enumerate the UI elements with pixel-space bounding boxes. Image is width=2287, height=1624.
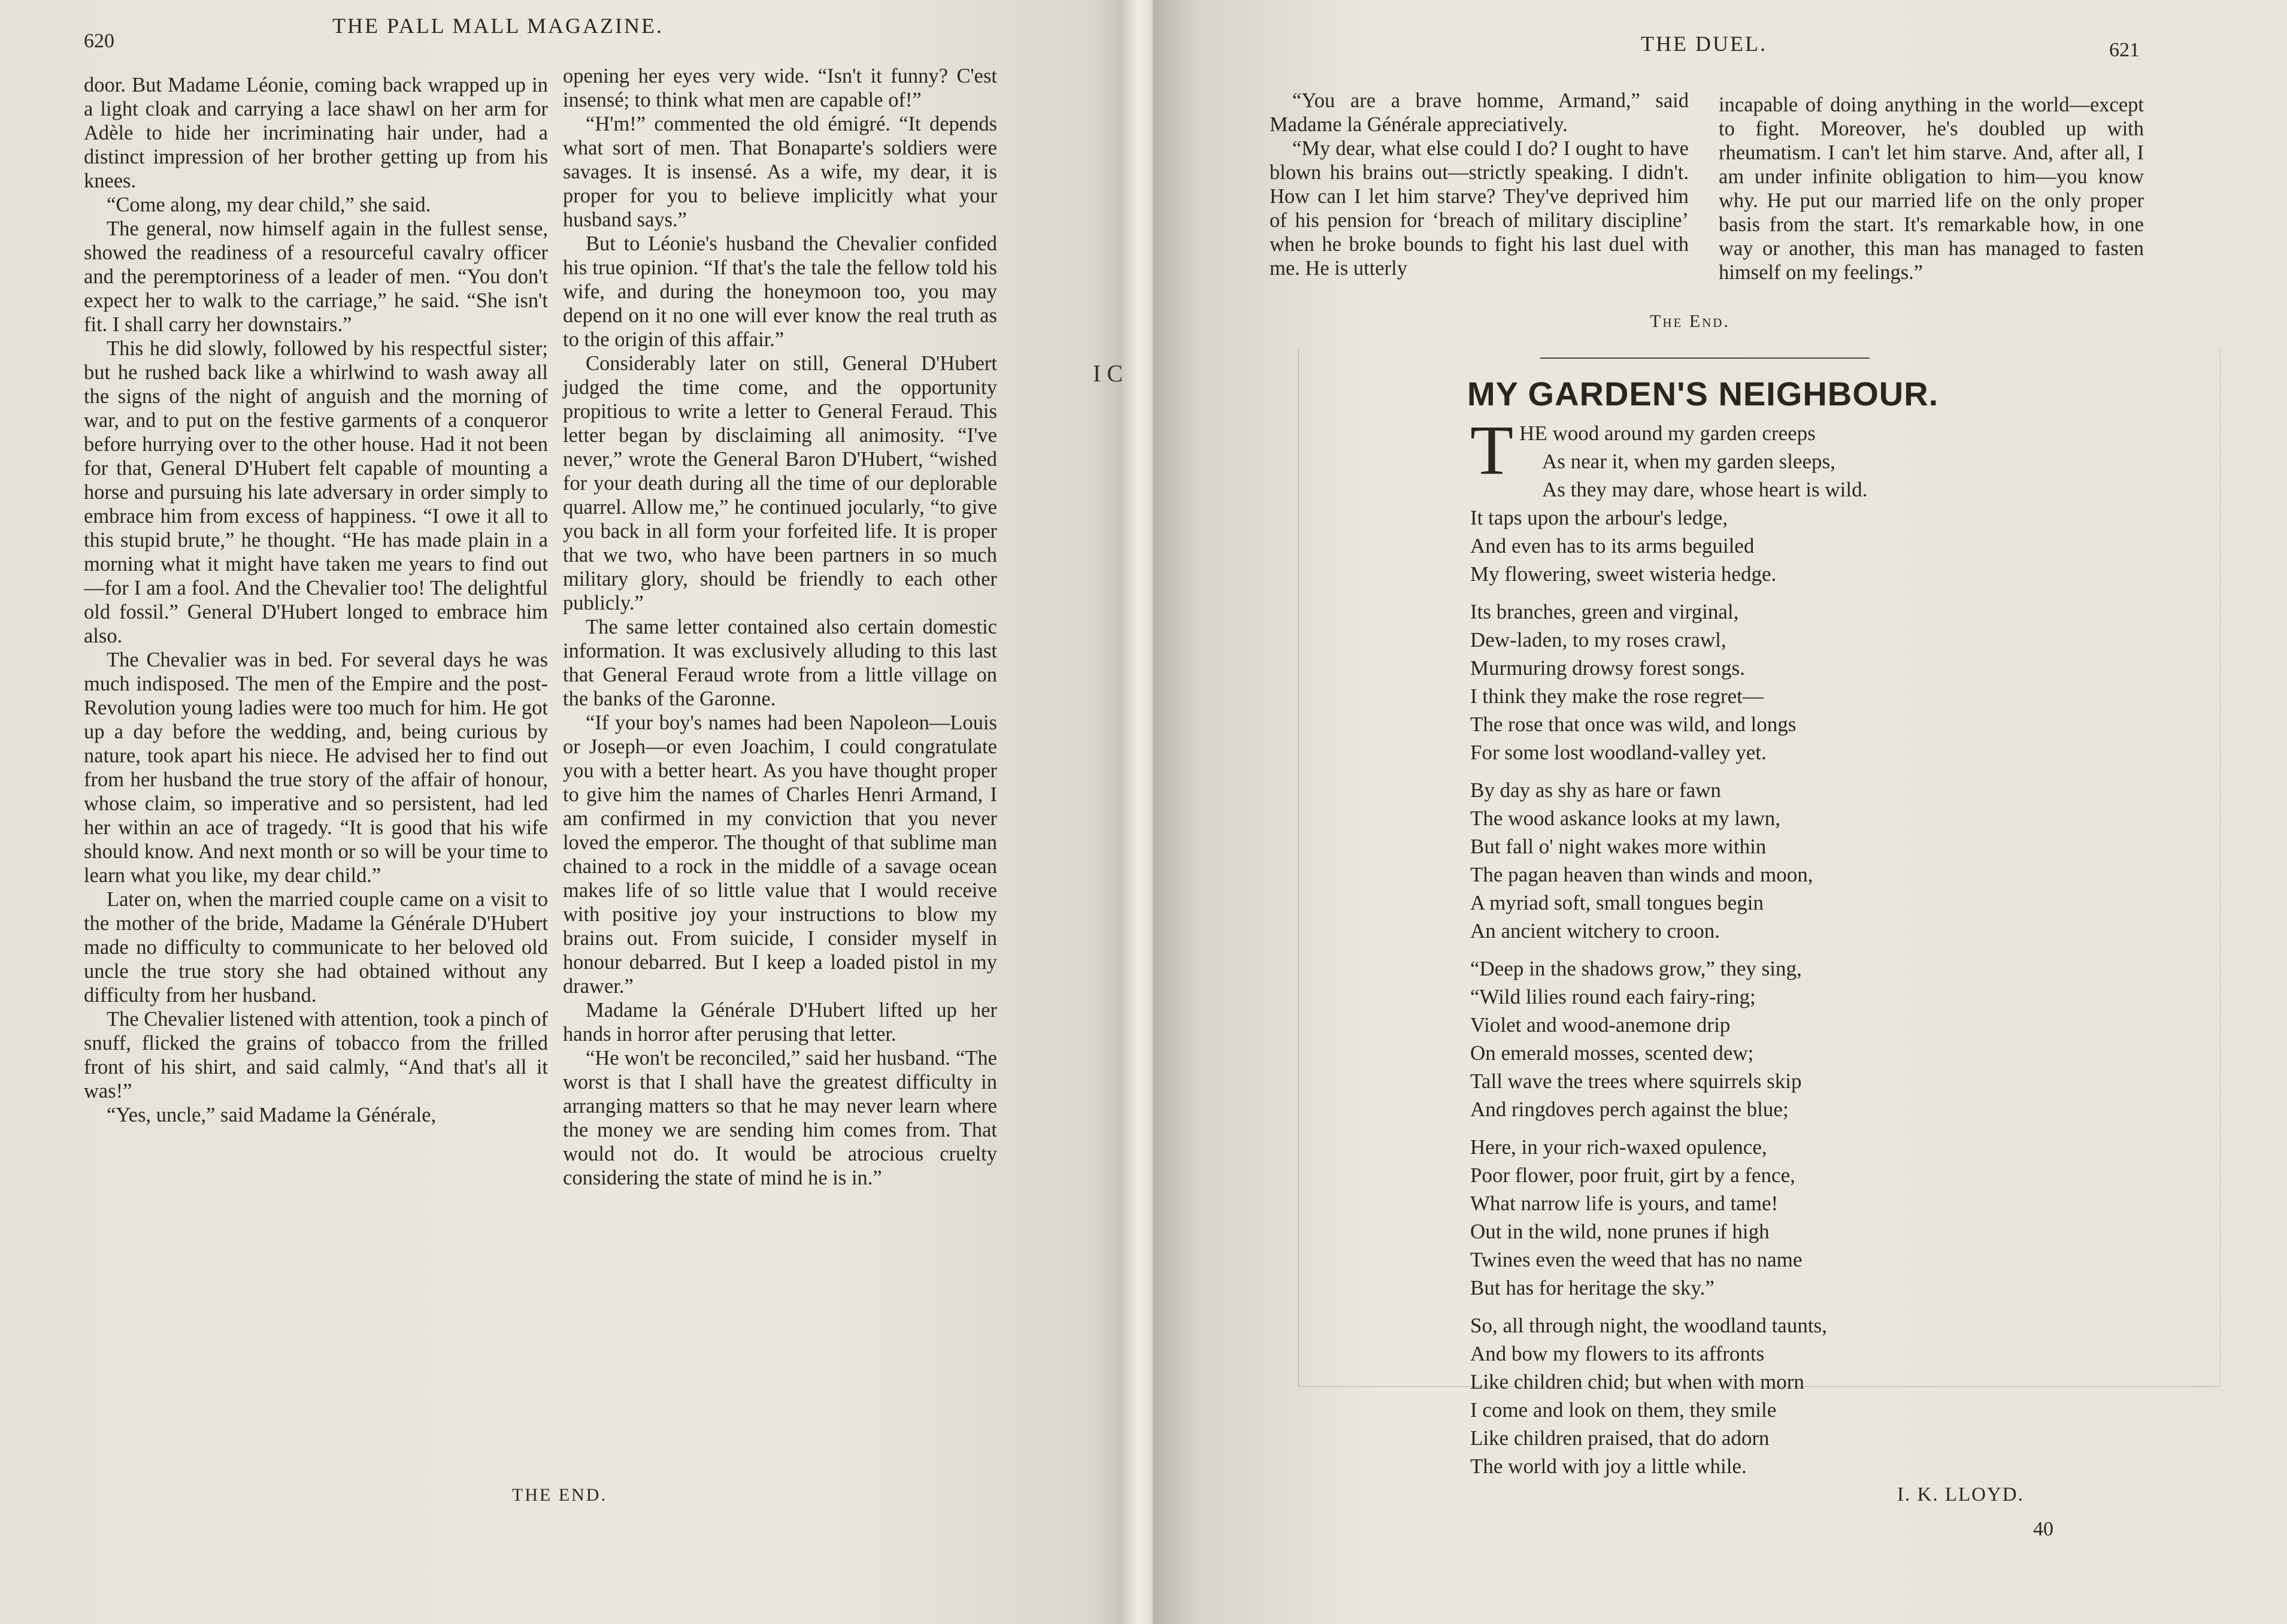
poem-line: And even has to its arms beguiled xyxy=(1470,534,1755,558)
poem-line: For some lost woodland-valley yet. xyxy=(1470,741,1767,764)
poem-line: Violet and wood-anemone drip xyxy=(1470,1013,1731,1037)
poem-line: Murmuring drowsy forest songs. xyxy=(1470,656,1745,680)
right-column-1 xyxy=(1270,89,1689,280)
paragraph: Madame la Générale D'Hubert lifted up her hands in horror after perusing that letter. xyxy=(563,999,997,1046)
poem-stanza xyxy=(1470,1133,2009,1302)
paragraph: “If your boy's names had been Napoleon—Louis or Joseph—or even Joachim, I could congratulate you with a better heart. As you have thought proper to give him the names of Charles Henri Armand, I am confirmed in my conviction that you never loved the emperor. The thought of that sublime man chained to a rock in the middle of a savage ocean makes life of so little value that I would receive with positive joy your instructions to blow my brains out. From suicide, I consider myself in honour debarred. But I keep a loaded pistol in my drawer.” xyxy=(563,711,997,998)
paragraph: “H'm!” commented the old émigré. “It depends what sort of men. That Bonaparte's soldiers were savages. It is insensé. As a wife, my dear, it is proper for you to believe implicitly what your husband says.” xyxy=(563,113,997,231)
end-mark-right xyxy=(1650,311,1730,332)
poem-line: But has for heritage the sky.” xyxy=(1470,1276,1715,1299)
poem-stanza xyxy=(1470,776,2009,945)
paragraph: Considerably later on still, General D'Hubert judged the time come, and the opportunity propitious to write a letter to General Feraud. This letter began by disclaiming all animosity. “I've never,” wrote the General Baron D'Hubert, “wished for your death during all the time of our deplorable quarrel. Allow me,” he continued jocularly, “to give you back in all form your forfeited life. It is proper that we two, who have been partners in so much military glory, should be friendly to each other publicly.” xyxy=(563,352,997,614)
poem-line: As they may dare, whose heart is wild. xyxy=(1542,478,1868,501)
poem-line: By day as shy as hare or fawn xyxy=(1470,778,1721,802)
poem-line: A myriad soft, small tongues begin xyxy=(1470,891,1764,914)
signature-mark: 40 xyxy=(2033,1518,2053,1540)
paragraph: incapable of doing anything in the world—except to fight. Moreover, he's doubled up with rheumatism. I can't let him starve. And, after all, I am under infinite obligation to him—you know why. He put our married life on the only proper basis from the start. It's remarkable how, in one way or another, this man has managed to fasten himself on my feelings.” xyxy=(1719,93,2144,284)
paragraph: The same letter contained also certain domestic information. It was exclusively alluding to this last that General Feraud wrote from a little village on the banks of the Garonne. xyxy=(563,616,997,710)
poem-line: “Wild lilies round each fairy-ring; xyxy=(1470,985,1756,1008)
paragraph: “Come along, my dear child,” she said. xyxy=(107,193,431,216)
end-mark-right-text: The End. xyxy=(1650,311,1730,331)
poem-line: But fall o' night wakes more within xyxy=(1470,835,1767,858)
right-column-2 xyxy=(1719,93,2144,284)
poem-line: On emerald mosses, scented dew; xyxy=(1470,1041,1754,1065)
poem-line: Twines even the weed that has no name xyxy=(1470,1248,1803,1271)
end-mark: THE END. xyxy=(512,1485,607,1505)
poem-line: The world with joy a little while. xyxy=(1470,1455,1747,1478)
poem-line: Its branches, green and virginal, xyxy=(1470,600,1739,623)
poem-stanza xyxy=(1470,1311,2009,1480)
poem-line: “Deep in the shadows grow,” they sing, xyxy=(1470,957,1802,980)
poem-line: Poor flower, poor fruit, girt by a fence, xyxy=(1470,1164,1795,1187)
poem-line: Out in the wild, none prunes if high xyxy=(1470,1220,1770,1243)
left-column-1 xyxy=(84,73,548,1127)
poem-title: MY GARDEN'S NEIGHBOUR. xyxy=(1467,375,1939,413)
poem-line: What narrow life is yours, and tame! xyxy=(1470,1192,1779,1215)
poem-line: I come and look on them, they smile xyxy=(1470,1398,1777,1422)
drop-cap: T xyxy=(1470,411,1514,489)
paragraph: “You are a brave homme, Armand,” said Madame la Générale appreciatively. xyxy=(1270,89,1689,136)
poem-line: An ancient witchery to croon. xyxy=(1470,919,1720,943)
paragraph: The general, now himself again in the fullest sense, showed the readiness of a resourceful cavalry officer and the peremptoriness of a leader of men. “You don't expect her to walk to the carriage,” he said. “She isn't fit. I shall carry her downstairs.” xyxy=(84,217,548,336)
paragraph: “He won't be reconciled,” said her husband. “The worst is that I shall have the greatest difficulty in arranging matters so that he may never learn where the money we are sending him comes from. That would not do. It would be atrocious cruelty considering the state of mind he is in.” xyxy=(563,1047,997,1189)
poem-line: As near it, when my garden sleeps, xyxy=(1542,450,1835,473)
gutter-mark: I C xyxy=(1093,360,1123,387)
poem-stanza xyxy=(1470,598,2009,766)
poem-line: Like children praised, that do adorn xyxy=(1470,1426,1770,1450)
right-page-number: 621 xyxy=(2109,39,2140,61)
left-page xyxy=(0,0,1138,1624)
poem-line: My flowering, sweet wisteria hedge. xyxy=(1470,562,1777,586)
poem-line: The pagan heaven than winds and moon, xyxy=(1470,863,1813,886)
poem-line: And bow my flowers to its affronts xyxy=(1470,1342,1765,1365)
paragraph: The Chevalier listened with attention, took a pinch of snuff, flicked the grains of tobacco from the frilled front of his shirt, and said calmly, “And that's all it was!” xyxy=(84,1008,548,1102)
poem-line: Tall wave the trees where squirrels skip xyxy=(1470,1069,1802,1093)
poem-line: Dew-laden, to my roses crawl, xyxy=(1470,628,1726,652)
poem-line: It taps upon the arbour's ledge, xyxy=(1470,506,1728,529)
left-column-2 xyxy=(563,64,997,1190)
poem-line: Here, in your rich-waxed opulence, xyxy=(1470,1135,1767,1159)
poem-line: The rose that once was wild, and longs xyxy=(1470,713,1797,736)
poem-line: And ringdoves perch against the blue; xyxy=(1470,1098,1789,1121)
poem-line: Like children chid; but when with morn xyxy=(1470,1370,1804,1393)
right-running-head: THE DUEL. xyxy=(1641,32,1767,56)
paragraph: This he did slowly, followed by his respectful sister; but he rushed back like a whirlwind to wash away all the signs of the night of anguish and the morning of war, and to put on the festive garments of a conqueror before hurrying over to the other house. Had it not been for that, General D'Hubert felt capable of mounting a horse and pursuing his late adversary in order simply to embrace him from excess of happiness. “I owe it all to this stupid brute,” he thought. “He has made plain in a morning what it might have taken me years to find out—for I am a fool. And the Chevalier too! The delightful old fossil.” General D'Hubert longed to embrace him also. xyxy=(84,337,548,647)
paragraph: “Yes, uncle,” said Madame la Générale, xyxy=(107,1104,437,1126)
poem-author: I. K. LLOYD. xyxy=(1897,1484,2024,1505)
paragraph: “My dear, what else could I do? I ought to have blown his brains out—strictly speaking. I didn't. How can I let him starve? They've deprived him of his pension for ‘breach of military discipline’ when he broke bounds to fight his last duel with me. He is utterly xyxy=(1270,137,1689,280)
poem-line: HE wood around my garden creeps xyxy=(1519,422,1816,445)
poem-stanza xyxy=(1470,411,2009,588)
poem-line: I think they make the rose regret— xyxy=(1470,684,1764,708)
poem-line: So, all through night, the woodland taunts, xyxy=(1470,1314,1827,1337)
paragraph: Later on, when the married couple came on a visit to the mother of the bride, Madame la Générale D'Hubert made no difficulty to communicate to her beloved old uncle the true story she had obtained without any difficulty from her husband. xyxy=(84,888,548,1007)
paragraph: The Chevalier was in bed. For several days he was much indisposed. The men of the Empire and the post-Revolution young ladies were too much for him. He got up a day before the wedding, and, being curious by nature, took apart his niece. He advised her to find out from her husband the true story of the affair of honour, whose claim, so imperative and so persistent, had led her within an ace of tragedy. “It is good that his wife should know. And next month or so will be your time to learn what you like, my dear child.” xyxy=(84,649,548,887)
paragraph: But to Léonie's husband the Chevalier confided his true opinion. “If that's the tale the fellow told his wife, and during the honeymoon too, you may depend on it no one will ever know the real truth as to the origin of this affair.” xyxy=(563,232,997,351)
poem-line: The wood askance looks at my lawn, xyxy=(1470,807,1781,830)
left-page-number: 620 xyxy=(84,30,114,52)
paragraph: door. But Madame Léonie, coming back wrapped up in a light cloak and carrying a lace shawl on her arm for Adèle to hide her incriminating hair under, had a distinct impression of her brother getting up from his knees. xyxy=(84,74,548,192)
left-running-head: THE PALL MALL MAGAZINE. xyxy=(332,14,664,38)
paragraph: opening her eyes very wide. “Isn't it funny? C'est insensé; to think what men are capable of!” xyxy=(563,65,997,111)
poem-body xyxy=(1470,411,2009,1490)
poem-stanza xyxy=(1470,955,2009,1123)
